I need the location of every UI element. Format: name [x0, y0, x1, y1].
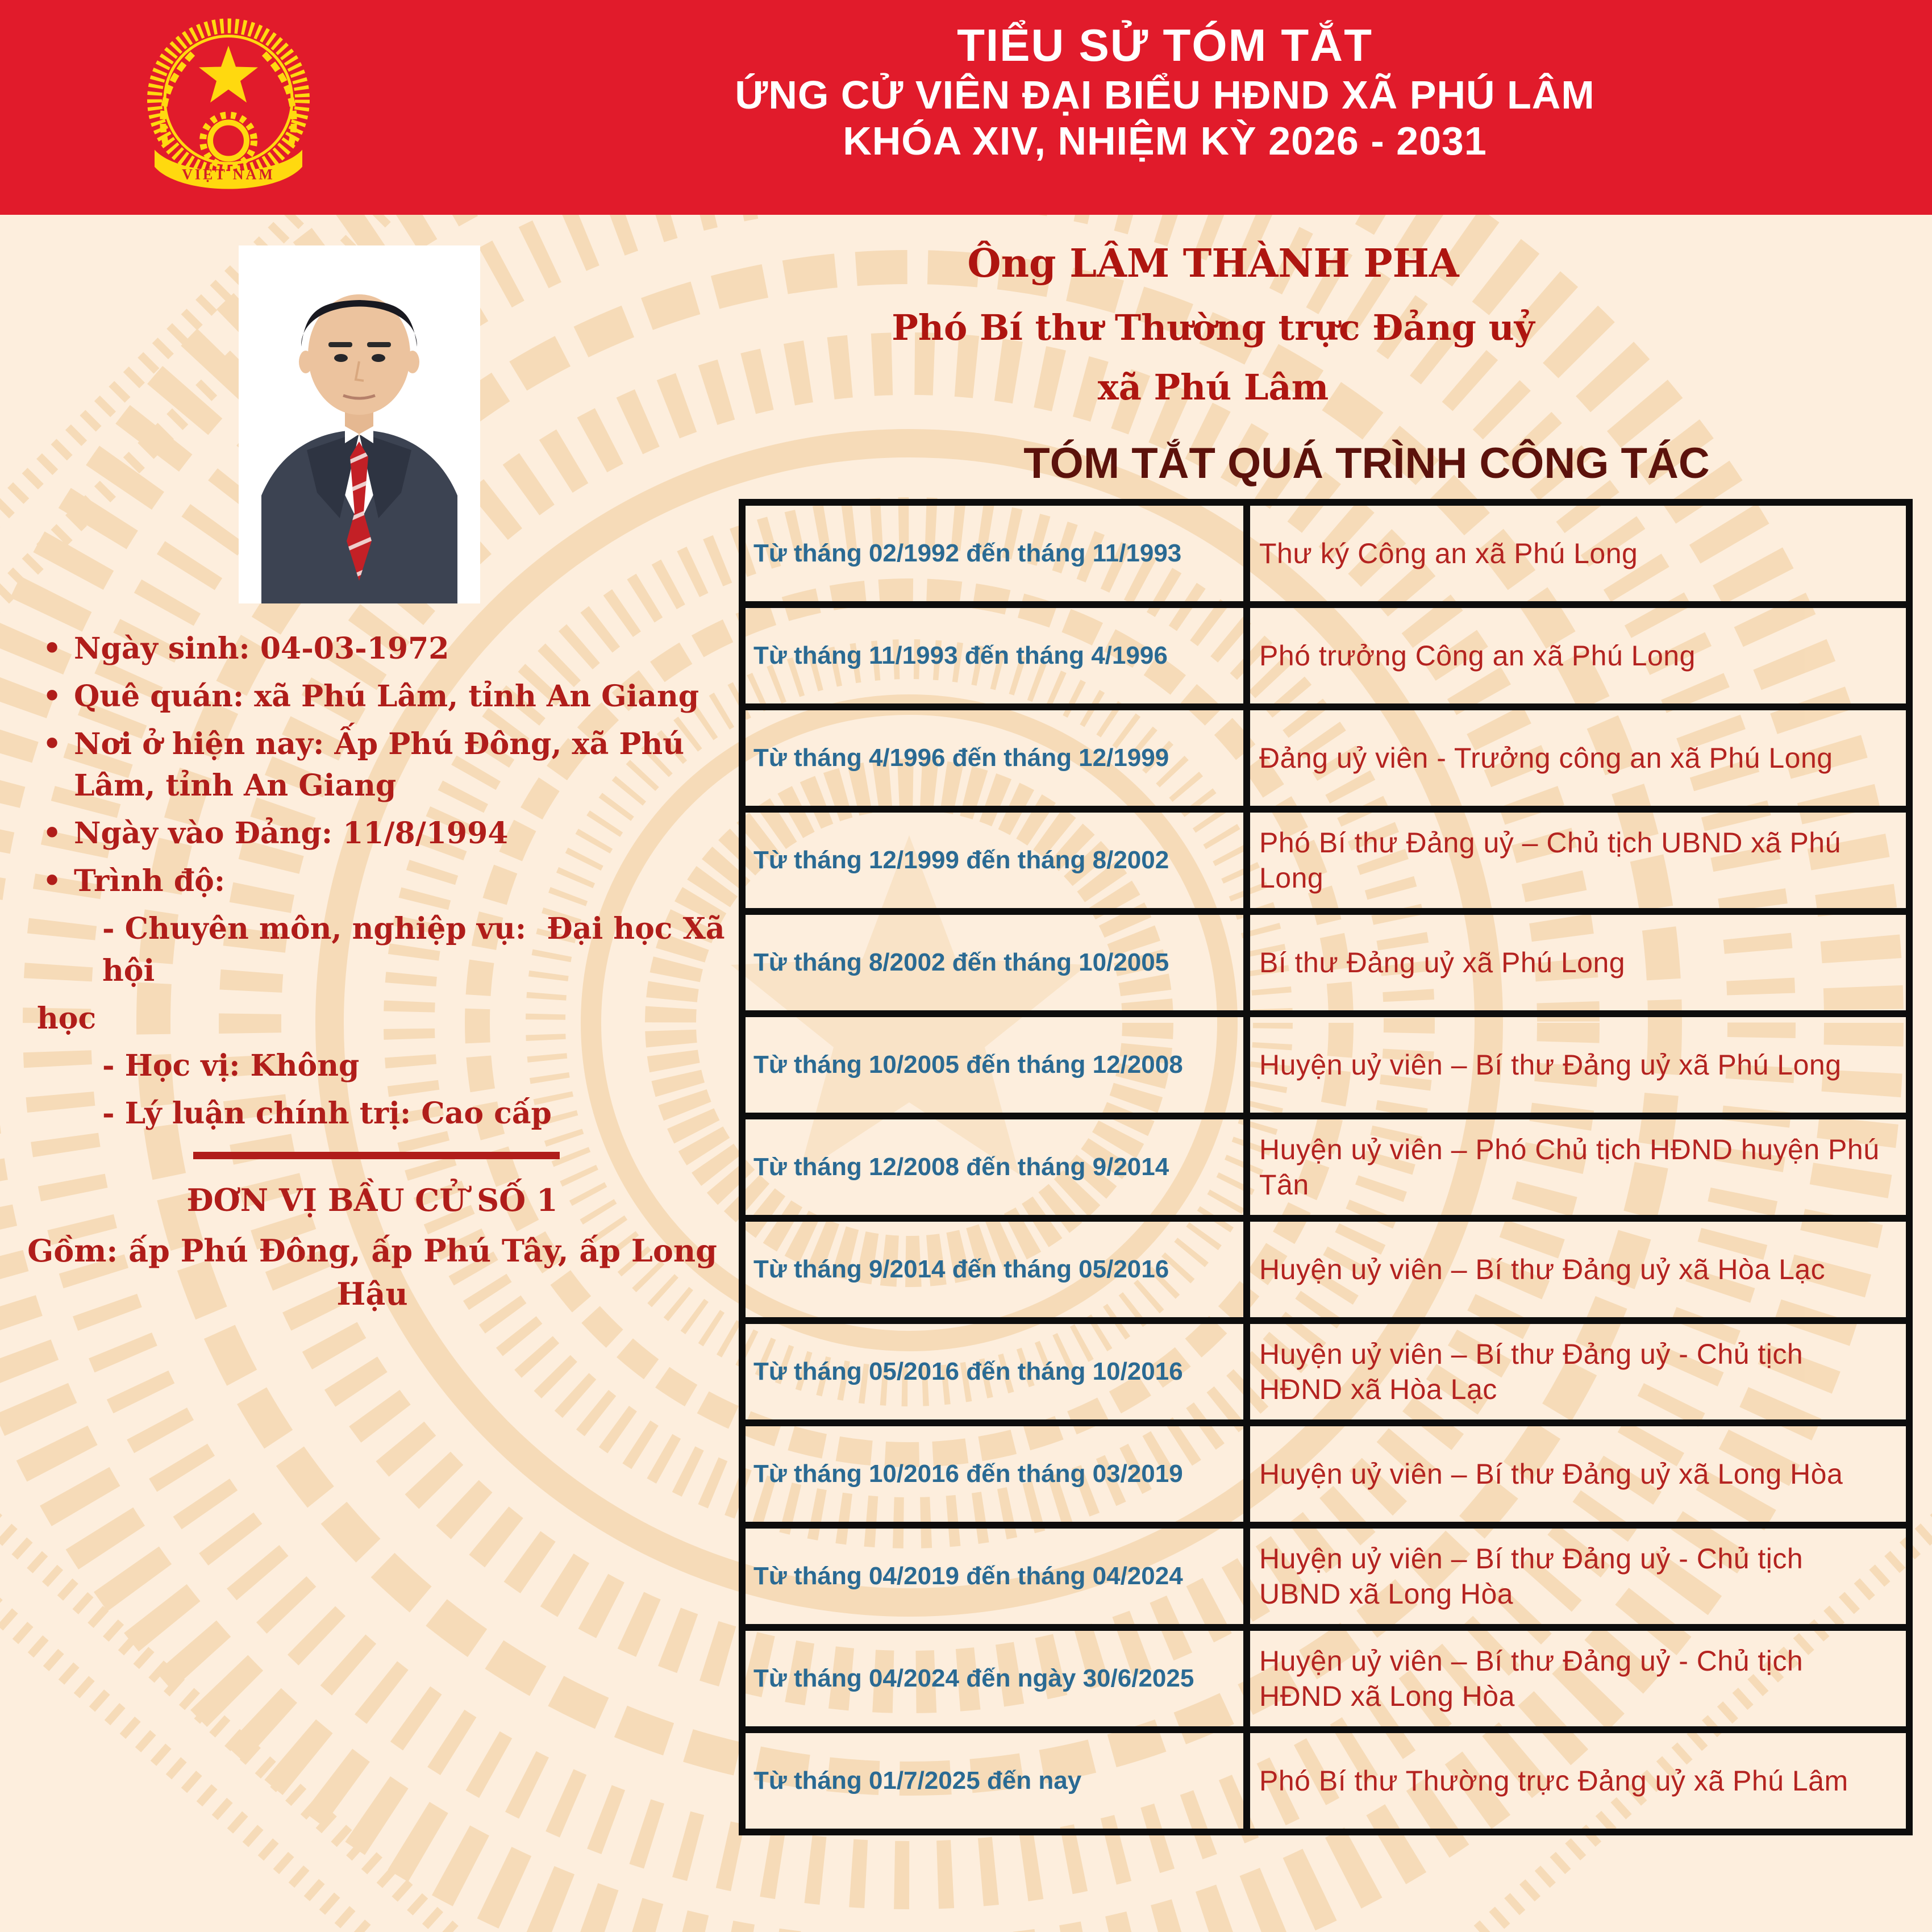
career-position-cell: Phó Bí thư Thường trực Đảng uỷ xã Phú Lâm	[1247, 1730, 1909, 1832]
career-period-cell: Từ tháng 9/2014 đến tháng 05/2016	[742, 1218, 1247, 1321]
candidate-position-line1: Phó Bí thư Thường trực Đảng uỷ	[892, 307, 1535, 348]
career-period-cell: Từ tháng 05/2016 đến tháng 10/2016	[742, 1321, 1247, 1423]
national-emblem-icon	[132, 8, 325, 206]
career-position-cell: Huyện uỷ viên – Phó Chủ tịch HĐND huyện Phú Tân	[1247, 1116, 1909, 1218]
career-row	[742, 1423, 1909, 1525]
career-position-cell: Huyện uỷ viên – Bí thư Đảng uỷ - Chủ tịch UBND xã Long Hòa	[1247, 1525, 1909, 1627]
career-period-cell: Từ tháng 02/1992 đến tháng 11/1993	[742, 502, 1247, 605]
career-row	[742, 1116, 1909, 1218]
header-subtitle-1: ỨNG CỬ VIÊN ĐẠI BIỂU HĐND XÃ PHÚ LÂM	[735, 72, 1595, 117]
career-position-cell: Đảng uỷ viên - Trưởng công an xã Phú Long	[1247, 707, 1909, 809]
career-position-cell: Huyện uỷ viên – Bí thư Đảng uỷ xã Phú Long	[1247, 1014, 1909, 1116]
career-period-cell: Từ tháng 04/2019 đến tháng 04/2024	[742, 1525, 1247, 1627]
personal-info-list	[9, 628, 736, 902]
election-unit-members: Gồm: ấp Phú Đông, ấp Phú Tây, ấp Long Hậu	[27, 1232, 717, 1313]
candidate-name-block	[699, 241, 1727, 408]
career-section-heading: TÓM TẮT QUÁ TRÌNH CÔNG TÁC	[1023, 439, 1710, 488]
personal-info-panel	[9, 628, 736, 1316]
candidate-portrait-photo	[239, 245, 480, 603]
election-unit-title: ĐƠN VỊ BẦU CỬ SỐ 1	[186, 1182, 558, 1219]
career-table-body	[742, 502, 1909, 1832]
header-band	[0, 0, 1932, 215]
career-row	[742, 809, 1909, 911]
career-position-cell: Huyện uỷ viên – Bí thư Đảng uỷ xã Long Hòa	[1247, 1423, 1909, 1525]
red-divider-line	[193, 1152, 560, 1159]
education-political-line: - Lý luận chính trị: Cao cấp	[102, 1096, 552, 1131]
education-degree-line: - Học vị: Không	[102, 1048, 360, 1084]
career-row	[742, 502, 1909, 605]
career-row	[742, 1525, 1909, 1627]
career-period-cell: Từ tháng 4/1996 đến tháng 12/1999	[742, 707, 1247, 809]
career-period-cell: Từ tháng 11/1993 đến tháng 4/1996	[742, 605, 1247, 707]
career-position-cell: Phó trưởng Công an xã Phú Long	[1247, 605, 1909, 707]
header-title: TIỂU SỬ TÓM TẮT	[957, 20, 1373, 70]
info-item-hometown: • Quê quán: xã Phú Lâm, tỉnh An Giang	[43, 676, 736, 718]
career-position-cell: Huyện uỷ viên – Bí thư Đảng uỷ xã Hòa Lạc	[1247, 1218, 1909, 1321]
career-row	[742, 707, 1909, 809]
info-item-residence: • Nơi ở hiện nay: Ấp Phú Đông, xã Phú Lâm, tỉnh An Giang	[43, 723, 736, 807]
info-item-party-date: • Ngày vào Đảng: 11/8/1994	[43, 813, 736, 855]
career-position-cell: Phó Bí thư Đảng uỷ – Chủ tịch UBND xã Phú Long	[1247, 809, 1909, 911]
education-professional-line: - Chuyên môn, nghiệp vụ: Đại học Xã hội	[102, 911, 735, 988]
portrait-illustration	[239, 245, 480, 603]
header-titles	[420, 19, 1909, 164]
career-period-cell: Từ tháng 04/2024 đến ngày 30/6/2025	[742, 1627, 1247, 1730]
career-row	[742, 1730, 1909, 1832]
career-position-cell: Huyện uỷ viên – Bí thư Đảng uỷ - Chủ tịch HĐND xã Hòa Lạc	[1247, 1321, 1909, 1423]
emblem-ribbon-text: VIỆT NAM	[182, 166, 275, 183]
career-row	[742, 605, 1909, 707]
career-period-cell: Từ tháng 10/2005 đến tháng 12/2008	[742, 1014, 1247, 1116]
education-professional-wrap: học	[37, 1001, 97, 1036]
career-position-cell: Thư ký Công an xã Phú Long	[1247, 502, 1909, 605]
election-unit-block	[9, 1179, 736, 1316]
candidate-position-line2: xã Phú Lâm	[1097, 367, 1329, 408]
career-history-table	[739, 499, 1913, 1835]
career-row	[742, 1321, 1909, 1423]
info-item-qualifications: • Trình độ:	[43, 860, 736, 902]
career-position-cell: Huyện uỷ viên – Bí thư Đảng uỷ - Chủ tịch HĐND xã Long Hòa	[1247, 1627, 1909, 1730]
career-row	[742, 1218, 1909, 1321]
header-subtitle-2: KHÓA XIV, NHIỆM KỲ 2026 - 2031	[843, 118, 1487, 163]
career-position-cell: Bí thư Đảng uỷ xã Phú Long	[1247, 911, 1909, 1014]
career-period-cell: Từ tháng 12/2008 đến tháng 9/2014	[742, 1116, 1247, 1218]
career-row	[742, 1014, 1909, 1116]
career-period-cell: Từ tháng 10/2016 đến tháng 03/2019	[742, 1423, 1247, 1525]
career-period-cell: Từ tháng 8/2002 đến tháng 10/2005	[742, 911, 1247, 1014]
career-period-cell: Từ tháng 12/1999 đến tháng 8/2002	[742, 809, 1247, 911]
career-period-cell: Từ tháng 01/7/2025 đến nay	[742, 1730, 1247, 1832]
candidate-name: Ông LÂM THÀNH PHA	[967, 241, 1459, 286]
info-item-birthdate: • Ngày sinh: 04-03-1972	[43, 628, 736, 670]
career-row	[742, 911, 1909, 1014]
career-row	[742, 1627, 1909, 1730]
